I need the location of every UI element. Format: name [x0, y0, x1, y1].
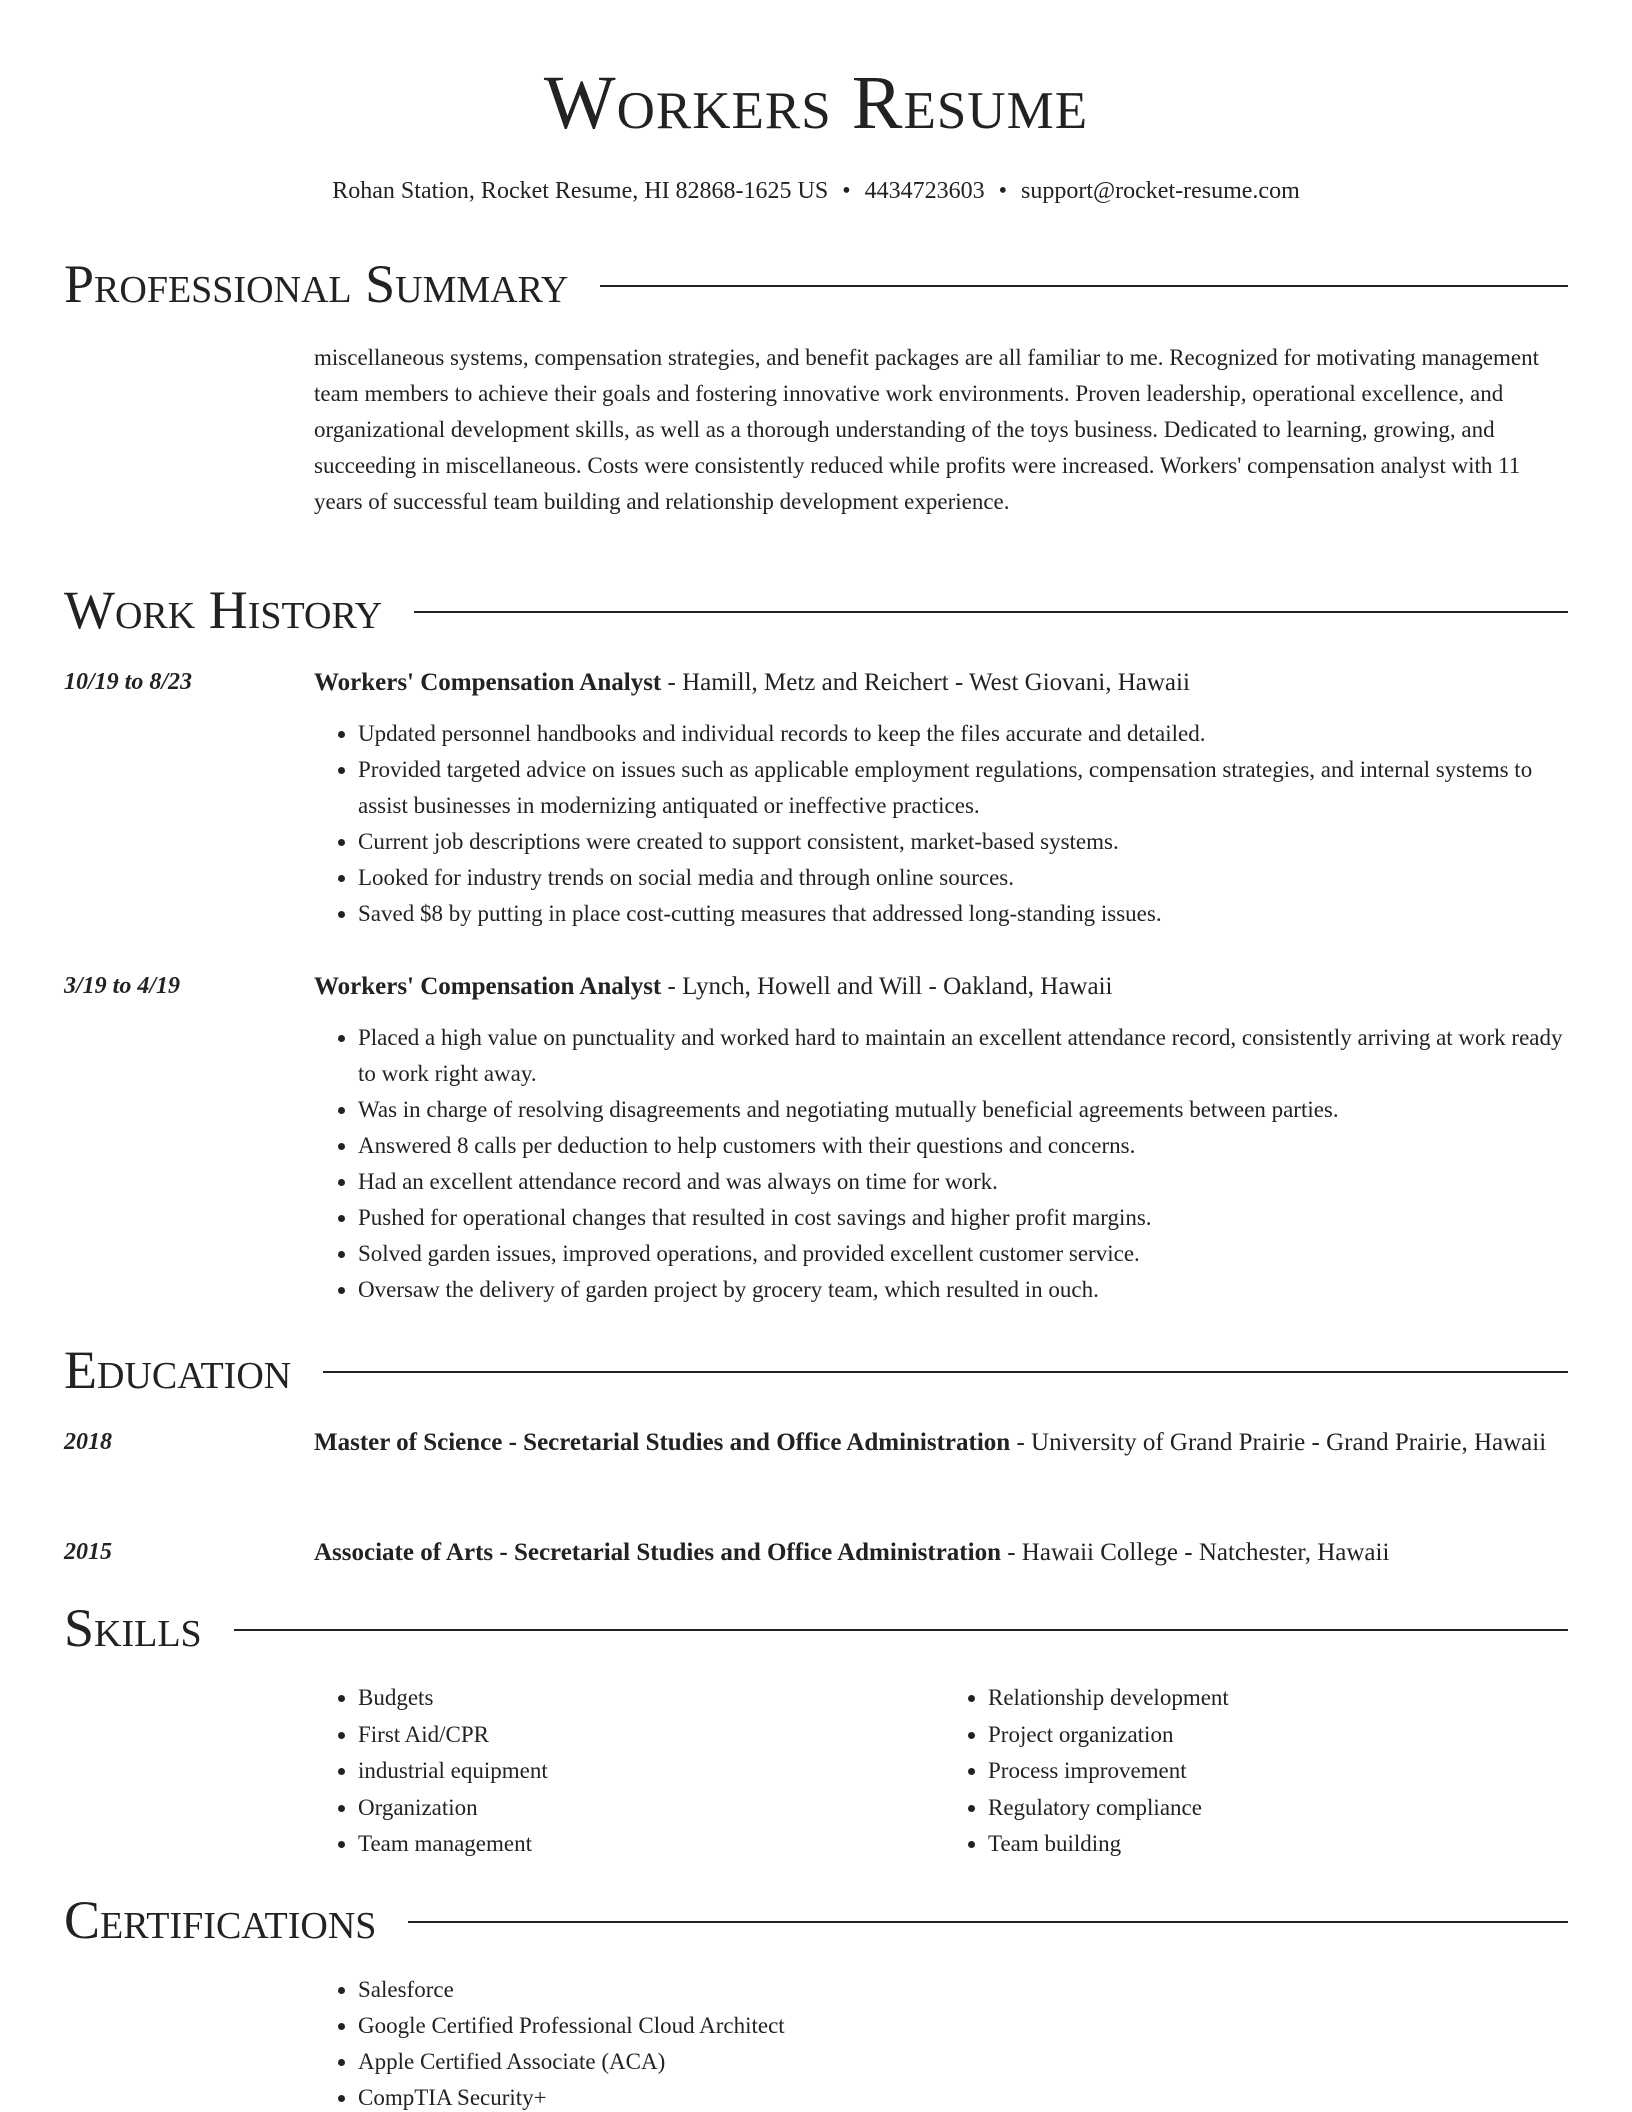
list-item: • Team building — [988, 1826, 1574, 1863]
list-item: • Had an excellent attendance record and was always on time for work. — [358, 1164, 1568, 1200]
list-item: • Provided targeted advice on issues such as applicable employment regulations, compensation strategies, and internal systems to assist businesses in modernizing antiquated or ineffective practices. — [358, 752, 1568, 824]
section-title: Professional Summary — [64, 254, 569, 314]
list-item: • Saved $8 by putting in place cost-cutting measures that addressed long-standing issues. — [358, 896, 1568, 932]
education-entry — [64, 1424, 1568, 1462]
education-headline — [314, 1424, 1568, 1462]
contact-phone: 4434723603 — [864, 178, 985, 204]
list-item: • Process improvement — [988, 1753, 1574, 1790]
skills-list — [314, 1680, 1574, 1863]
section-title: Work History — [64, 580, 383, 640]
job-details: - Lynch, Howell and Will - Oakland, Hawaii — [661, 973, 1113, 1000]
skills-column-left — [314, 1680, 944, 1863]
education-details: - University of Grand Prairie - Grand Prairie, Hawaii — [1010, 1429, 1547, 1456]
section-divider — [414, 611, 1568, 613]
job-dates: 10/19 to 8/23 — [64, 669, 193, 695]
section-title: Certifications — [64, 1890, 377, 1950]
job-headline — [314, 664, 1568, 702]
list-item: • Looked for industry trends on social media and through online sources. — [358, 860, 1568, 896]
job-dates: 3/19 to 4/19 — [64, 973, 181, 999]
section-divider — [600, 285, 1568, 287]
contact-line — [0, 175, 1632, 207]
list-item: • Answered 8 calls per deduction to help customers with their questions and concerns. — [358, 1128, 1568, 1164]
contact-address: Rohan Station, Rocket Resume, HI 82868-1625 US — [332, 178, 829, 204]
job-entry — [64, 968, 1568, 1308]
section-divider — [234, 1629, 1568, 1631]
job-details: - Hamill, Metz and Reichert - West Giovani, Hawaii — [661, 669, 1190, 696]
list-item: • Placed a high value on punctuality and worked hard to maintain an excellent attendance record, consistently arriving at work ready to work right away. — [358, 1020, 1568, 1092]
list-item: • Team management — [358, 1826, 944, 1863]
list-item: • Google Certified Professional Cloud Architect — [358, 2008, 785, 2044]
skills-column-right — [944, 1680, 1574, 1863]
list-item: • First Aid/CPR — [358, 1717, 944, 1754]
section-header-skills — [64, 1596, 1568, 1660]
education-degree: Master of Science - Secretarial Studies and Office Administration — [314, 1429, 1011, 1456]
list-item: • Updated personnel handbooks and individual records to keep the files accurate and detailed. — [358, 716, 1568, 752]
job-entry — [64, 664, 1568, 932]
list-item: • Solved garden issues, improved operations, and provided excellent customer service. — [358, 1236, 1568, 1272]
section-title: Skills — [64, 1598, 202, 1658]
job-bullets — [314, 1020, 1568, 1308]
list-item: • Salesforce — [358, 1972, 785, 2008]
section-header-work-history — [64, 578, 1568, 642]
list-item: • industrial equipment — [358, 1753, 944, 1790]
list-item: • Apple Certified Associate (ACA) — [358, 2044, 785, 2080]
certifications-list — [314, 1972, 785, 2112]
list-item: • Was in charge of resolving disagreements and negotiating mutually beneficial agreements between parties. — [358, 1092, 1568, 1128]
list-item: • Current job descriptions were created to support consistent, market-based systems. — [358, 824, 1568, 860]
contact-email: support@rocket-resume.com — [1021, 178, 1300, 204]
section-header-certifications — [64, 1888, 1568, 1952]
education-details: - Hawaii College - Natchester, Hawaii — [1000, 1539, 1390, 1566]
list-item: • Oversaw the delivery of garden project by grocery team, which resulted in ouch. — [358, 1272, 1568, 1308]
education-year: 2015 — [64, 1539, 112, 1565]
list-item: • Regulatory compliance — [988, 1790, 1574, 1827]
list-item: • Relationship development — [988, 1680, 1574, 1717]
list-item: • Organization — [358, 1790, 944, 1827]
education-year: 2018 — [64, 1429, 112, 1455]
education-headline — [314, 1534, 1568, 1572]
section-divider — [408, 1921, 1568, 1923]
list-item: • Pushed for operational changes that resulted in cost savings and higher profit margins. — [358, 1200, 1568, 1236]
job-role: Workers' Compensation Analyst — [314, 973, 662, 1000]
list-item: • CompTIA Security+ — [358, 2080, 785, 2112]
section-divider — [323, 1371, 1568, 1373]
education-degree: Associate of Arts - Secretarial Studies and Office Administration — [314, 1539, 1001, 1566]
section-header-summary — [64, 252, 1568, 316]
summary-text: miscellaneous systems, compensation strategies, and benefit packages are all familiar to me. Recognized for motivating management team members to achieve their goals and fostering innovative work environments. Proven leadership, operational excellence, and organizational development skills, as well as a thorough understanding of the toys business. Dedicated to learning, growing, and succeeding in miscellaneous. Costs were consistently reduced while profits were increased. Workers' compensation analyst with 11 years of successful team building and relationship development experience. — [314, 345, 1539, 514]
contact-separator: • — [998, 178, 1008, 204]
section-header-education — [64, 1338, 1568, 1402]
resume-name: Workers Resume — [543, 61, 1089, 145]
job-role: Workers' Compensation Analyst — [314, 669, 662, 696]
job-headline — [314, 968, 1568, 1006]
list-item: • Budgets — [358, 1680, 944, 1717]
education-entry — [64, 1534, 1568, 1572]
section-title: Education — [64, 1340, 292, 1400]
contact-separator: • — [842, 178, 851, 204]
list-item: • Project organization — [988, 1717, 1574, 1754]
job-bullets — [314, 716, 1568, 932]
